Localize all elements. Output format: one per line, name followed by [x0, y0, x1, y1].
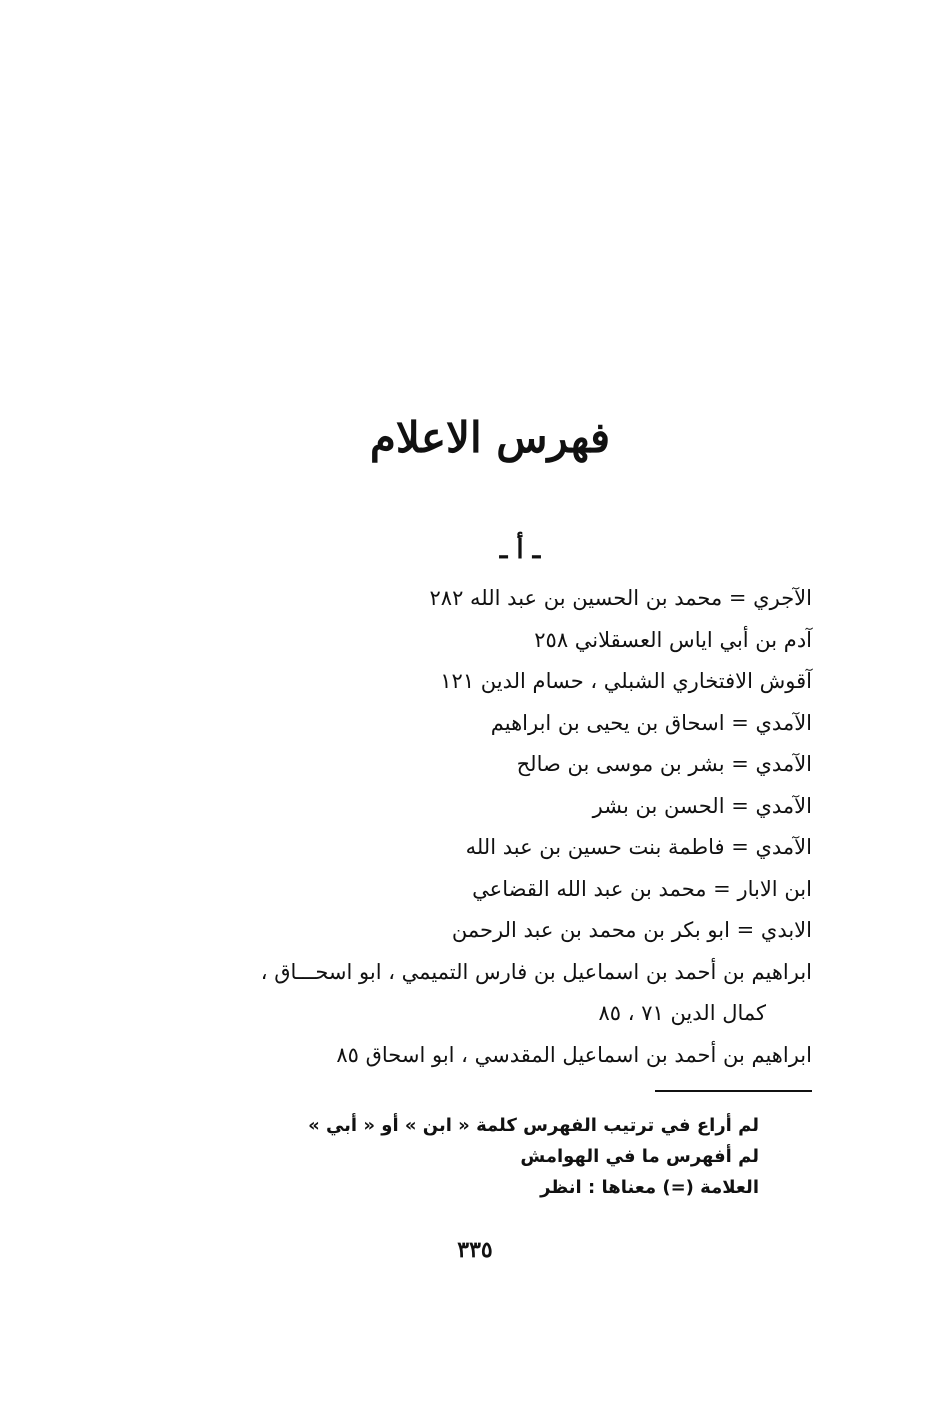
index-entry: ابن الابار = محمد بن عبد الله القضاعي [472, 876, 812, 901]
index-entry: آقوش الافتخاري الشبلي ، حسام الدين ١٢١ [440, 669, 812, 693]
index-entry: ابراهيم بن أحمد بن اسماعيل المقدسي ، ابو اسحاق ٨٥ [336, 1042, 812, 1067]
index-entry: الابدي = ابو بكر بن محمد بن عبد الرحمن [451, 918, 812, 942]
index-entry: الآمدي = بشر بن موسى بن صالح [516, 752, 812, 776]
index-entry: الآجري = محمد بن الحسين بن عبد الله ٢٨٢ [429, 586, 812, 610]
index-entry: الآمدي = اسحاق بن يحيى بن ابراهيم [490, 710, 812, 735]
footnote-divider [655, 1090, 812, 1092]
index-entry: الآمدي = الحسن بن بشر [592, 793, 812, 818]
footnote-line: لم أراع في ترتيب الفهرس كلمة « ابن » أو « أبي » [308, 1115, 759, 1136]
footnotes [199, 1110, 759, 1203]
index-title: فهرس الاعلام [369, 413, 611, 462]
index-entry-continuation: كمال الدين ٧١ ، ٨٥ [598, 1001, 766, 1025]
section-letter-alif: ـ أ ـ [499, 535, 541, 565]
footnote-line: لم أفهرس ما في الهوامش [520, 1146, 759, 1167]
page-number: ٣٣٥ [457, 1237, 493, 1263]
footnote-line: العلامة (=) معناها : انظر [540, 1177, 759, 1198]
index-entry: آدم بن أبي اياس العسقلاني ٢٥٨ [534, 627, 812, 652]
index-entry: الآمدي = فاطمة بنت حسين بن عبد الله [465, 835, 812, 859]
index-entry: ابراهيم بن أحمد بن اسماعيل بن فارس التميمي ، ابو اسحـــاق ، [260, 959, 812, 984]
index-entries [132, 578, 812, 1076]
